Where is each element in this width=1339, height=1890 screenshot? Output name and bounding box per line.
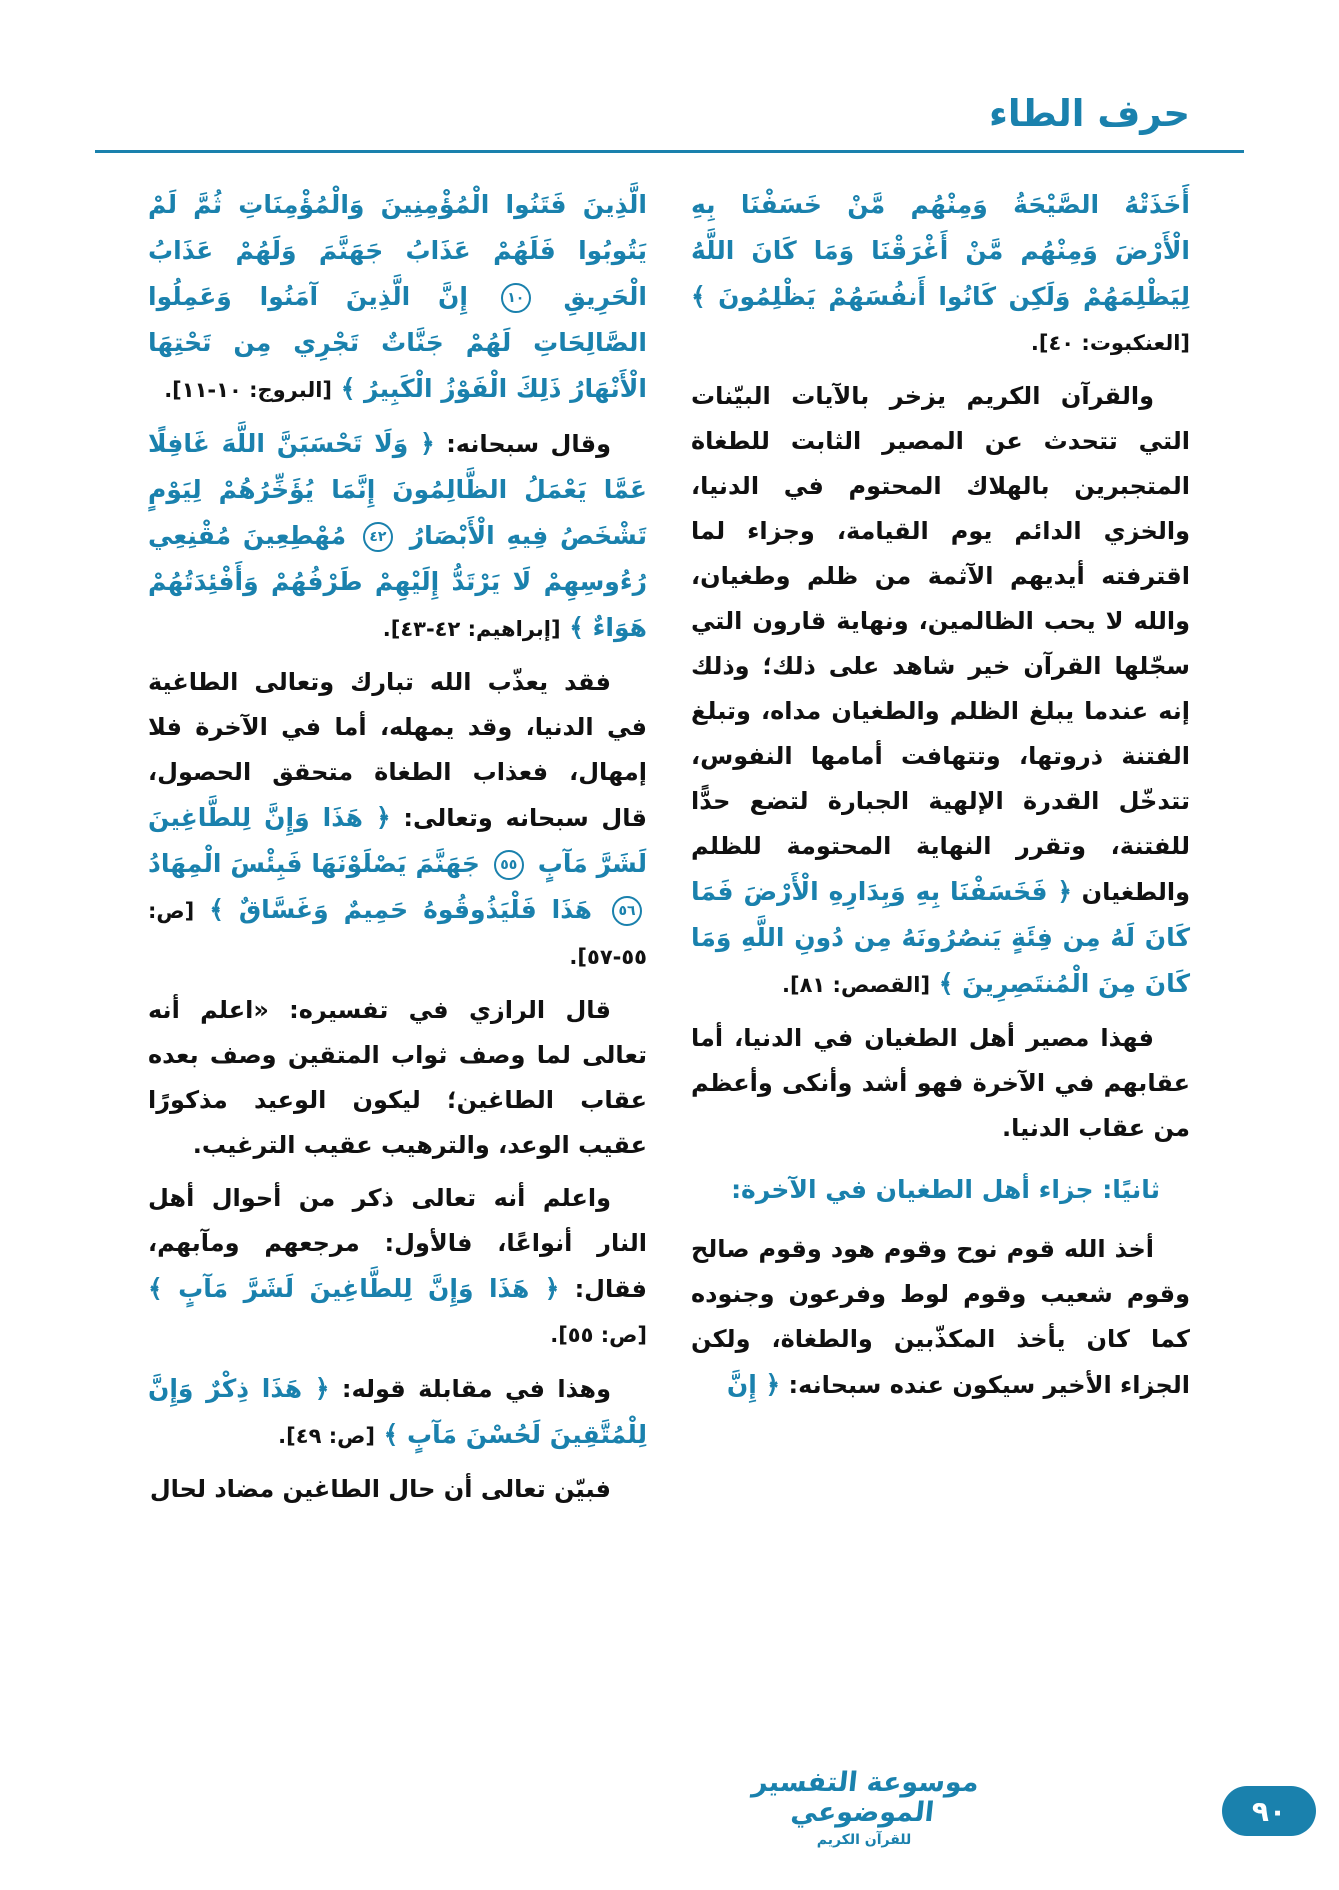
page-number: ٩٠	[1251, 1794, 1287, 1828]
body-paragraph	[148, 1467, 647, 1512]
publisher-logo	[749, 1768, 979, 1848]
body-text: وقال سبحانه:	[434, 430, 611, 458]
chapter-header: حرف الطاء	[989, 92, 1190, 135]
body-text: قال الرازي في تفسيره: «اعلم أنه تعالى لما وصف ثواب المتقين وصف بعده عقاب الطاغين؛ ليكون الوعيد مذكورًا عقيب الوعد، والترهيب عقيب الترغيب.	[148, 996, 647, 1159]
verse-reference: [البروج: ١٠-١١].	[164, 378, 332, 402]
body-text: والقرآن الكريم يزخر بالآيات البيّنات التي تتحدث عن المصير الثابت للطغاة المتجبرين بالهلاك المحتوم في الدنيا، والخزي الدائم يوم القيامة، وجزاء لما اقترفته أيديهم الآثمة من ظلم وطغيان، والله لا يحب الظالمين، ونهاية قارون التي سجّلها القرآن خير شاهد على ذلك؛ وذلك إنه عندما يبلغ الظلم والطغيان مداه، وتبلغ الفتنة ذروتها، وتتهافت أمامها النفوس، تتدخّل القدرة الإلهية الجبارة لتضع حدًّا للفتنة، وتقرر النهاية المحتومة للظلم والطغيان	[691, 382, 1190, 906]
quran-verse-text: هَذَا فَلْيَذُوقُوهُ حَمِيمٌ وَغَسَّاقٌ ﴾	[194, 895, 607, 924]
verse-reference: [ص: ٥٥].	[550, 1323, 647, 1347]
body-paragraph	[148, 988, 647, 1168]
body-text: أخذ الله قوم نوح وقوم هود وقوم صالح وقوم شعيب وقوم لوط وفرعون وجنوده كما كان يأخذ المكذّبين والطغاة، ولكن الجزاء الأخير سيكون عنده سبحانه:	[691, 1235, 1190, 1399]
page-number-badge	[1222, 1786, 1316, 1836]
header-divider-rule	[95, 150, 1244, 153]
body-paragraph	[148, 1176, 647, 1358]
quran-verse-text: ﴿ هَذَا ذِكْرٌ وَإِنَّ لِلْمُتَّقِينَ لَحُسْنَ مَآبٍ ﴾	[148, 1374, 647, 1449]
quran-verse-text: جَهَنَّمَ يَصْلَوْنَهَا فَبِئْسَ الْمِهَادُ	[148, 849, 489, 878]
verse-reference: [إبراهيم: ٤٢-٤٣].	[382, 617, 561, 641]
body-text: فقد يعذّب الله تبارك وتعالى الطاغية في الدنيا، وقد يمهله، أما في الآخرة فلا إمهال، فعذاب الطغاة متحقق الحصول، قال سبحانه وتعالى:	[148, 668, 647, 832]
quran-verse-text: إِنَّ الَّذِينَ آمَنُوا وَعَمِلُوا الصَّالِحَاتِ لَهُمْ جَنَّاتٌ تَجْرِي مِن تَحْتِهَا الْأَنْهَارُ ذَلِكَ الْفَوْزُ الْكَبِيرُ ﴾	[148, 282, 647, 403]
body-paragraph	[148, 1366, 647, 1459]
ayah-number: ٤٢	[363, 522, 393, 552]
quran-verse-text: ﴿ هَذَا وَإِنَّ لِلطَّاغِينَ لَشَرَّ مَآبٍ	[148, 803, 647, 878]
text-column-left	[148, 182, 647, 1520]
verse-reference: [العنكبوت: ٤٠].	[1030, 331, 1190, 355]
page-columns	[149, 182, 1190, 1520]
body-paragraph	[691, 1016, 1190, 1151]
body-paragraph	[691, 1227, 1190, 1408]
publisher-logo-subtitle: للقرآن الكريم	[816, 1832, 912, 1848]
body-text: وهذا في مقابلة قوله:	[329, 1375, 611, 1403]
quran-verse-text: أَخَذَتْهُ الصَّيْحَةُ وَمِنْهُم مَّنْ خَسَفْنَا بِهِ الْأَرْضَ وَمِنْهُم مَّنْ أَغْرَقْنَا وَمَا كَانَ اللَّهُ لِيَظْلِمَهُمْ وَلَكِن كَانُوا أَنفُسَهُمْ يَظْلِمُونَ ﴾	[691, 190, 1190, 311]
quran-verse-paragraph	[148, 182, 647, 413]
quran-verse-text: ﴿ فَخَسَفْنَا بِهِ وَبِدَارِهِ الْأَرْضَ فَمَا كَانَ لَهُ مِن فِئَةٍ يَنصُرُونَهُ مِن دُونِ اللَّهِ وَمَا كَانَ مِنَ الْمُنتَصِرِينَ ﴾	[691, 877, 1190, 998]
body-paragraph	[691, 374, 1190, 1008]
body-paragraph	[148, 421, 647, 652]
section-heading	[691, 1167, 1190, 1213]
verse-reference: [القصص: ٨١].	[782, 973, 931, 997]
quran-verse-text: ﴿ هَذَا وَإِنَّ لِلطَّاغِينَ لَشَرَّ مَآبٍ ﴾	[148, 1274, 560, 1303]
quran-verse-text: مُهْطِعِينَ مُقْنِعِي رُءُوسِهِمْ لَا يَرْتَدُّ إِلَيْهِمْ طَرْفُهُمْ وَأَفْئِدَتُهُمْ هَوَاءٌ ﴾	[148, 521, 647, 642]
body-text: فهذا مصير أهل الطغيان في الدنيا، أما عقابهم في الآخرة فهو أشد وأنكى وأعظم من عقاب الدنيا.	[691, 1024, 1190, 1142]
quran-verse-paragraph	[691, 182, 1190, 366]
publisher-logo-title: موسوعة التفسير الموضوعي	[750, 1767, 981, 1828]
body-text: واعلم أنه تعالى ذكر من أحوال أهل النار أنواعًا، فالأول: مرجعهم ومآبهم، فقال:	[148, 1184, 647, 1303]
quran-verse-text: الَّذِينَ فَتَنُوا الْمُؤْمِنِينَ وَالْمُؤْمِنَاتِ ثُمَّ لَمْ يَتُوبُوا فَلَهُمْ عَذَابُ جَهَنَّمَ وَلَهُمْ عَذَابُ الْحَرِيقِ	[148, 190, 648, 311]
ayah-number: ١٠	[501, 283, 531, 313]
body-paragraph	[148, 660, 647, 980]
quran-verse-text: ﴿ وَلَا تَحْسَبَنَّ اللَّهَ غَافِلًا عَمَّا يَعْمَلُ الظَّالِمُونَ إِنَّمَا يُؤَخِّرُهُمْ لِيَوْمٍ تَشْخَصُ فِيهِ الْأَبْصَارُ	[148, 429, 647, 550]
ayah-number: ٥٥	[494, 850, 524, 880]
ayah-number: ٥٦	[612, 896, 642, 926]
text-column-right	[691, 182, 1190, 1520]
section-heading-text: ثانيًا: جزاء أهل الطغيان في الآخرة:	[731, 1175, 1160, 1204]
body-text: فبيّن تعالى أن حال الطاغين مضاد لحال	[149, 1475, 611, 1503]
verse-reference: [ص: ٥٥-٥٧].	[148, 899, 647, 969]
verse-reference: [ص: ٤٩].	[278, 1424, 375, 1448]
quran-verse-text: ﴿ إِنَّ	[726, 1370, 781, 1399]
